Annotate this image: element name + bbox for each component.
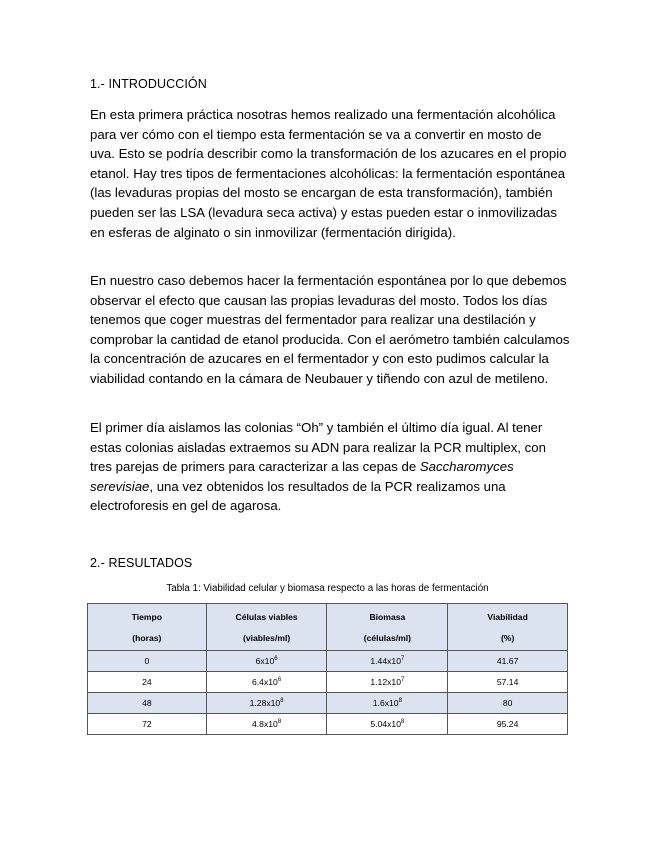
header-viabilidad (448, 604, 568, 651)
value-exponent: 8 (280, 698, 284, 705)
header-unit: (viables/ml) (242, 632, 291, 643)
species-name: Saccharomyces serevisiae (90, 459, 514, 494)
section-heading-introduccion: 1.- INTRODUCCIÓN (90, 77, 207, 91)
value-base: 6x10 (255, 656, 275, 666)
paragraph-text: El primer día aislamos las colonias “Oh” y también el último día igual. Al tener estas colonias aisladas extraemos su ADN para realizar la PCR multiplex, con tres parejas de primers para caracterizar a las cepas de (90, 420, 546, 475)
header-unit: (horas) (132, 632, 162, 643)
table-caption: Tabla 1: Viabilidad celular y biomasa respecto a las horas de fermentación (166, 583, 489, 594)
cell-viables (206, 672, 327, 693)
cell-tiempo: 0 (88, 651, 207, 672)
table-row (88, 672, 568, 693)
value-base: 1.28x10 (249, 698, 281, 708)
header-unit: (células/ml) (363, 632, 412, 643)
cell-viables (206, 714, 327, 735)
table-row (88, 693, 568, 714)
cell-viabilidad: 41.67 (448, 651, 568, 672)
table-row (88, 714, 568, 735)
value-base: 6.4x10 (252, 677, 278, 687)
cell-biomasa (327, 651, 448, 672)
results-table (87, 603, 568, 735)
intro-paragraph-1: En esta primera práctica nosotras hemos realizado una fermentación alcohólica para ver cómo con el tiempo esta fermentación se va a convertir en mosto de uva. Esto se podría describir como la transformación de los azucares en el propio etanol. Hay tres tipos de fermentaciones alcohólicas: la fermentación espontánea (las levaduras propias del mosto se encargan de esta transformación), también pueden ser las LSA (levadura seca activa) y estas pueden estar o inmovilizadas en esferas de alginato o sin inmovilizar (fermentación dirigida). (90, 107, 567, 240)
value-exponent: 8 (398, 698, 402, 705)
cell-viables (206, 651, 327, 672)
section-heading-resultados: 2.- RESULTADOS (90, 556, 193, 570)
table-header-row (88, 604, 568, 651)
cell-viabilidad: 80 (448, 693, 568, 714)
header-label: Tiempo (131, 611, 163, 622)
value-exponent: 6 (274, 656, 278, 663)
header-unit: (%) (500, 632, 515, 643)
cell-viabilidad: 57.14 (448, 672, 568, 693)
value-exponent: 6 (277, 677, 282, 684)
value-base: 4.8x10 (252, 719, 278, 729)
header-biomasa (327, 604, 448, 651)
value-base: 5.04x10 (370, 719, 401, 729)
cell-viabilidad: 95.24 (448, 714, 568, 735)
value-base: 1.12x10 (370, 677, 401, 687)
value-exponent: 7 (400, 677, 405, 684)
paragraph-text: , una vez obtenidos los resultados de la PCR realizamos una electroforesis en gel de agarosa. (90, 478, 506, 514)
cell-tiempo: 24 (88, 672, 207, 693)
cell-tiempo: 48 (88, 693, 207, 714)
value-exponent: 8 (400, 719, 405, 726)
header-label: Viabilidad (487, 611, 528, 622)
cell-tiempo: 72 (88, 714, 207, 735)
cell-biomasa (327, 693, 448, 714)
cell-biomasa (327, 714, 448, 735)
value-exponent: 7 (400, 656, 405, 663)
intro-paragraph-3 (90, 418, 570, 516)
header-label: Biomasa (369, 611, 406, 622)
cell-viables (206, 693, 327, 714)
cell-biomasa (327, 672, 448, 693)
value-base: 1.44x10 (370, 656, 401, 666)
value-base: 1.6x10 (372, 698, 399, 708)
header-tiempo (88, 604, 207, 651)
intro-paragraph-2: En nuestro caso debemos hacer la fermentación espontánea por lo que debemos observar el efecto que causan las propias levaduras del mosto. Todos los días tenemos que coger muestras del fermentador para realizar una destilación y comprobar la cantidad de etanol producida. Con el aerómetro también calculamos la concentración de azucares en el fermentador y con esto pudimos calcular la viabilidad contando en la cámara de Neubauer y tiñendo con azul de metileno. (90, 273, 570, 386)
value-exponent: 8 (277, 719, 282, 726)
header-label: Células viables (235, 611, 298, 622)
header-celulas-viables (206, 604, 327, 651)
table-row (88, 651, 568, 672)
